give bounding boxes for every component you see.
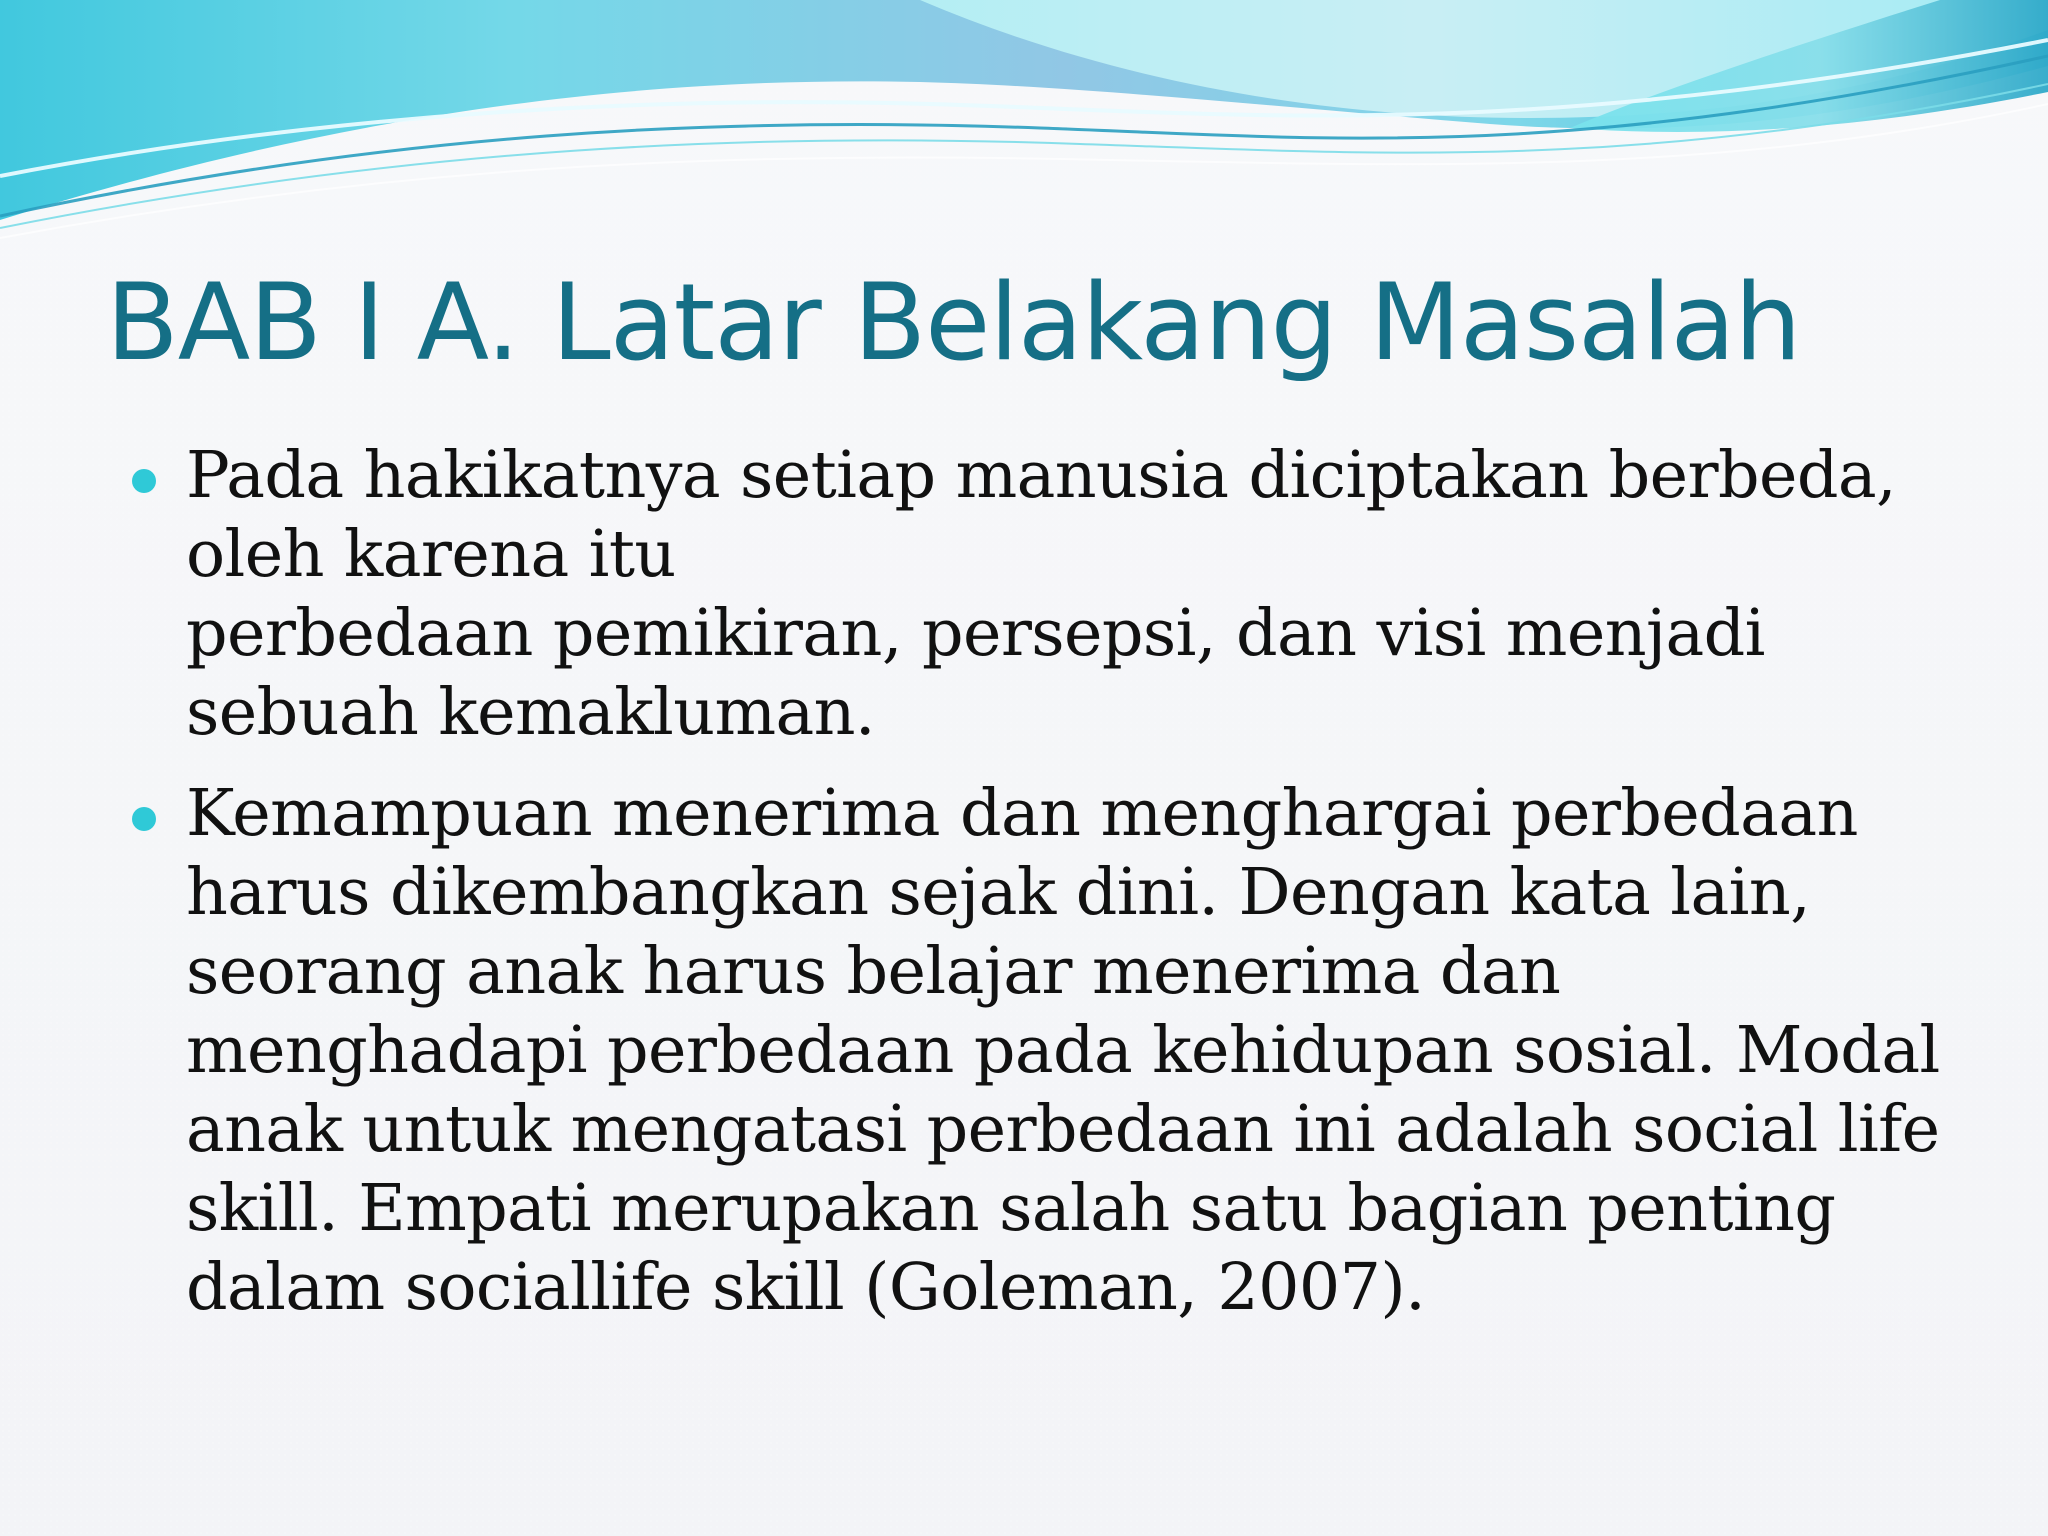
bullet-list (132, 436, 1940, 1349)
decorative-wave-header (0, 0, 2048, 250)
bullet-1-line-4: sebuah kemakluman. (186, 675, 875, 750)
bullet-1-line-1: Pada hakikatnya setiap manusia diciptakan berbeda, (186, 438, 1897, 513)
bullet-2-line-6: skill. Empati merupakan salah satu bagian penting (186, 1171, 1836, 1246)
bullet-dot-icon (132, 469, 156, 493)
bullet-item-1 (132, 436, 1932, 752)
bullet-2-line-4: menghadapi perbedaan pada kehidupan sosial. Modal (186, 1013, 1940, 1088)
slide-title: BAB I A. Latar Belakang Masalah (106, 261, 1801, 384)
bullet-2-line-3: seorang anak harus belajar menerima dan (186, 934, 1561, 1009)
bullet-2-line-5: anak untuk mengatasi perbedaan ini adalah social life (186, 1092, 1940, 1167)
bullet-1-line-3: perbedaan pemikiran, persepsi, dan visi menjadi (186, 596, 1765, 671)
bullet-2-line-2: harus dikembangkan sejak dini. Dengan kata lain, (186, 855, 1811, 930)
bullet-dot-icon (132, 807, 156, 831)
bullet-2-line-7: dalam sociallife skill (Goleman, 2007). (186, 1250, 1426, 1325)
bullet-1-line-2: oleh karena itu (186, 517, 676, 592)
bullet-2-line-1: Kemampuan menerima dan menghargai perbedaan (186, 776, 1858, 851)
bullet-item-2 (132, 774, 1940, 1327)
